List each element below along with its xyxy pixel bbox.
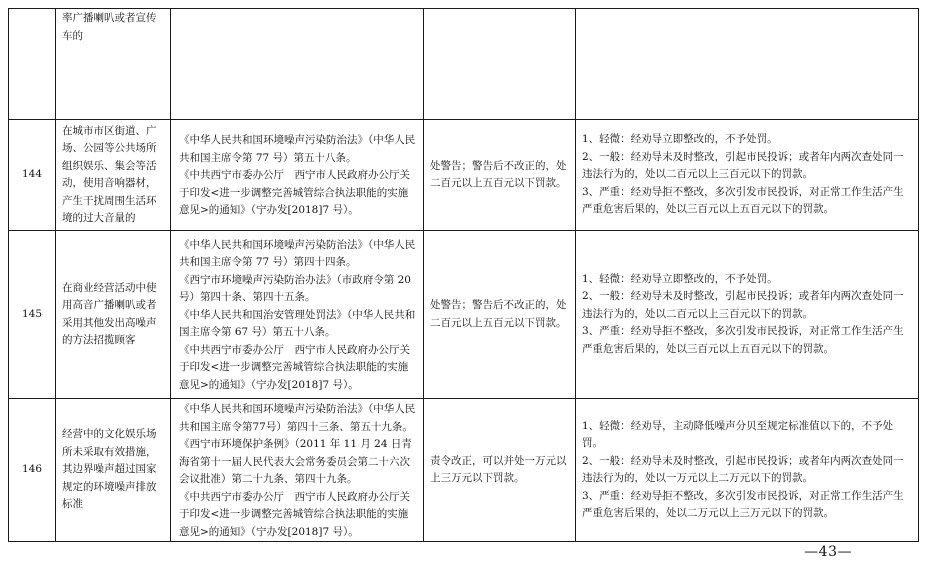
table-row [9, 9, 919, 120]
penalty [424, 9, 576, 120]
legal-basis [171, 399, 424, 542]
legal-basis [171, 120, 424, 231]
legal-basis-item: 《中华人民共和国环境噪声污染防治法》（中华人民共和国主席令第 77 号）第五十八条。 [179, 134, 416, 164]
standard-item: 3、严重：经劝导拒不整改，多次引发市民投诉，对正常工作生活产生严重危害后果的，处以三百元以上五百元以下的罚款。 [582, 185, 904, 216]
page-number: —43— [804, 544, 852, 560]
standard-item: 3、严重：经劝导拒不整改，多次引发市民投诉，对正常工作生活产生严重危害后果的，处以三百元以上五百元以下的罚款。 [582, 325, 904, 355]
row-number: 144 [9, 120, 56, 231]
legal-basis-item: 《中共西宁市委办公厅 西宁市人民政府办公厅关于印发<进一步调整完善城管综合执法职能的实施意见>的通知》（宁办发[2018]7 号）。 [179, 169, 410, 217]
table-row [9, 120, 919, 231]
legal-basis [171, 9, 424, 120]
penalty-standard [576, 399, 919, 542]
legal-basis [171, 231, 424, 399]
penalty-standard [576, 9, 919, 120]
legal-basis-item: 《中华人民共和国治安管理处罚法》（中华人民共和国主席令第 67 号）第五十八条。 [179, 308, 416, 339]
law-enforcement-table [8, 8, 919, 542]
standard-item: 2、一般：经劝导未及时整改，引起市民投诉；或者年内两次查处同一违法行为的，处以二百元以上三百元以下的罚款。 [582, 290, 904, 320]
table-row [9, 399, 919, 542]
table-row [9, 231, 919, 399]
penalty: 处警告；警告后不改正的，处二百元以上五百元以下罚款。 [424, 231, 576, 399]
standard-item: 2、一般：经劝导未及时整改，引起市民投诉；或者年内两次查处同一违法行为的，处以一万元以上二万元以下的罚款。 [582, 454, 904, 484]
violation-description: 率广播喇叭或者宣传车的 [56, 9, 171, 120]
legal-basis-item: 《中共西宁市委办公厅 西宁市人民政府办公厅关于印发<进一步调整完善城管综合执法职能的实施意见>的通知》（宁办发[2018]7 号）。 [179, 490, 410, 538]
row-number: 145 [9, 231, 56, 399]
standard-item: 3、严重：经劝导拒不整改，多次引发市民投诉，对正常工作生活产生严重危害后果的，处以二万元以上三万元以下的罚款。 [582, 489, 904, 519]
penalty-standard [576, 231, 919, 399]
standard-item: 1、轻微：经劝导立即整改的，不予处罚。 [582, 272, 778, 285]
violation-description: 在商业经营活动中使用高音广播喇叭或者采用其他发出高噪声的方法招揽顾客 [56, 231, 171, 399]
legal-basis-item: 《西宁市环境噪声污染防治办法》（市政府令第 20 号）第四十条、第四十五条。 [179, 273, 411, 304]
legal-basis-item: 《中华人民共和国环境噪声污染防治法》（中华人民共和国主席令第 77 号）第四十四条。 [179, 238, 416, 269]
legal-basis-item: 《中共西宁市委办公厅 西宁市人民政府办公厅关于印发<进一步调整完善城管综合执法职能的实施意见>的通知》（宁办发[2018]7 号）。 [179, 343, 410, 391]
row-number: 146 [9, 399, 56, 542]
violation-description: 在城市市区街道、广场、公园等公共场所组织娱乐、集会等活动，使用音响器材，产生干扰周围生活环境的过大音量的 [56, 120, 171, 231]
legal-basis-item: 《西宁市环境保护条例》（2011 年 11 月 24 日青海省第十一届人民代表大会常务委员会第二十六次会议批准）第二十九条、第四十九条。 [179, 438, 412, 485]
standard-item: 1、轻微：经劝导，主动降低噪声分贝至规定标准值以下的，不予处罚。 [582, 419, 894, 449]
penalty: 处警告；警告后不改正的，处二百元以上五百元以下罚款。 [424, 120, 576, 231]
standard-item: 1、轻微：经劝导立即整改的，不予处罚。 [582, 133, 778, 146]
violation-description: 经营中的文化娱乐场所未采取有效措施，其边界噪声超过国家规定的环境噪声排放标准 [56, 399, 171, 542]
legal-basis-item: 《中华人民共和国环境噪声污染防治法》（中华人民共和国主席令第77号）第四十三条、第五十九条。 [179, 403, 416, 433]
penalty: 责令改正，可以并处一万元以上三万元以下罚款。 [424, 399, 576, 542]
penalty-standard [576, 120, 919, 231]
row-number [9, 9, 56, 120]
standard-item: 2、一般：经劝导未及时整改，引起市民投诉；或者年内两次查处同一违法行为的，处以二百元以上三百元以下的罚款。 [582, 150, 904, 181]
